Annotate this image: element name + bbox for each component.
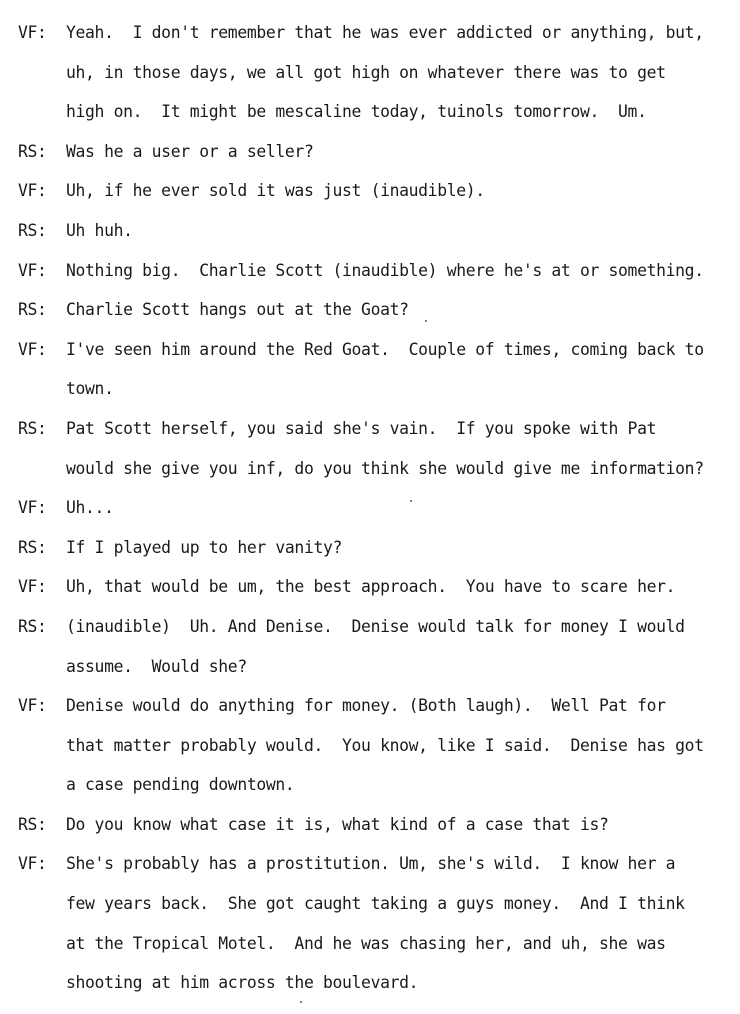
transcript-turn (0, 409, 740, 488)
speaker-label: VF: (18, 23, 47, 42)
transcript-turn (0, 528, 740, 568)
utterance-line: assume. Would she? (66, 656, 247, 676)
transcript-body (0, 13, 740, 1003)
transcript-turn (0, 686, 740, 805)
utterance-line: Uh, if he ever sold it was just (inaudible). (66, 181, 485, 201)
utterance-text (66, 844, 740, 1002)
speaker-label: VF: (18, 854, 47, 874)
utterance-line: would she give you inf, do you think she would give me information? (66, 458, 704, 478)
utterance-line: Uh, that would be um, the best approach. You have to scare her. (66, 577, 676, 597)
utterance-text (66, 132, 740, 172)
transcript-turn (0, 171, 740, 211)
speaker-label: RS: (18, 814, 47, 834)
utterance-text (66, 330, 740, 409)
utterance-text (66, 528, 740, 568)
scan-speck (410, 500, 412, 502)
utterance-line: town. (66, 379, 114, 399)
utterance-text (66, 805, 740, 845)
scan-speck (425, 320, 427, 322)
speaker-label: VF: (18, 339, 47, 359)
utterance-line: Yeah. I don't remember that he was ever addicted or anything, but, (66, 23, 704, 42)
speaker-label: VF: (18, 696, 47, 716)
speaker-label: RS: (18, 616, 47, 636)
utterance-line: that matter probably would. You know, like I said. Denise has got (66, 735, 704, 755)
utterance-text (66, 211, 740, 251)
transcript-turn (0, 607, 740, 686)
utterance-line: Uh... (66, 498, 114, 518)
transcript-turn (0, 567, 740, 607)
utterance-line: Do you know what case it is, what kind of a case that is? (66, 814, 609, 834)
speaker-label: VF: (18, 498, 47, 518)
speaker-label: VF: (18, 577, 47, 597)
transcript-turn (0, 211, 740, 251)
utterance-line: few years back. She got caught taking a guys money. And I think (66, 894, 685, 914)
speaker-label: RS: (18, 537, 47, 557)
speaker-label: RS: (18, 300, 47, 320)
utterance-line: (inaudible) Uh. And Denise. Denise would talk for money I would (66, 616, 685, 636)
transcript-turn (0, 488, 740, 528)
utterance-line: Nothing big. Charlie Scott (inaudible) where he's at or something. (66, 260, 704, 280)
speaker-label: RS: (18, 141, 47, 161)
transcript-turn (0, 13, 740, 132)
transcript-turn (0, 844, 740, 1002)
utterance-text (66, 251, 740, 291)
transcript-turn (0, 251, 740, 291)
utterance-line: Uh huh. (66, 220, 133, 240)
utterance-line: uh, in those days, we all got high on whatever there was to get (66, 62, 666, 82)
utterance-line: Denise would do anything for money. (Both laugh). Well Pat for (66, 696, 666, 716)
utterance-text (66, 409, 740, 488)
utterance-line: If I played up to her vanity? (66, 537, 343, 557)
transcript-turn (0, 805, 740, 845)
transcript-turn (0, 290, 740, 330)
utterance-text (66, 171, 740, 211)
utterance-line: a case pending downtown. (66, 775, 295, 795)
speaker-label: RS: (18, 418, 47, 438)
transcript-turn (0, 132, 740, 172)
utterance-line: Was he a user or a seller? (66, 141, 314, 161)
transcript-turn (0, 330, 740, 409)
speaker-label: VF: (18, 260, 47, 280)
utterance-line: I've seen him around the Red Goat. Couple of times, coming back to (66, 339, 704, 359)
utterance-text (66, 488, 740, 528)
utterance-text (66, 567, 740, 607)
speaker-label: RS: (18, 220, 47, 240)
utterance-text (66, 13, 740, 132)
utterance-line: at the Tropical Motel. And he was chasing her, and uh, she was (66, 933, 666, 953)
utterance-line: shooting at him across the boulevard. (66, 973, 419, 993)
utterance-text (66, 290, 740, 330)
utterance-line: high on. It might be mescaline today, tuinols tomorrow. Um. (66, 102, 647, 122)
utterance-text (66, 686, 740, 805)
utterance-line: She's probably has a prostitution. Um, she's wild. I know her a (66, 854, 676, 874)
speaker-label: VF: (18, 181, 47, 201)
utterance-line: Charlie Scott hangs out at the Goat? (66, 300, 409, 320)
utterance-text (66, 607, 740, 686)
utterance-line: Pat Scott herself, you said she's vain. If you spoke with Pat (66, 418, 657, 438)
scan-speck (300, 1001, 302, 1003)
